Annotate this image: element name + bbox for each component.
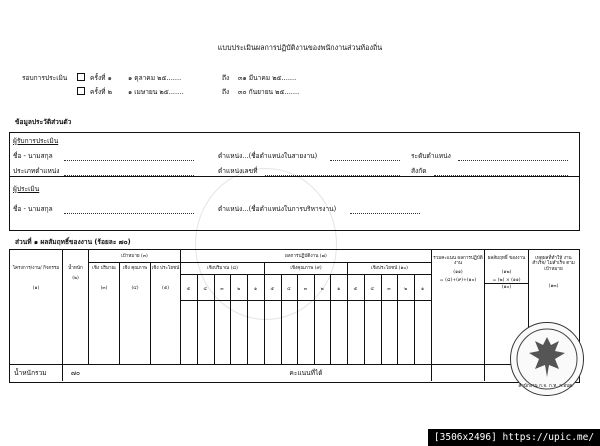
col-sum-no: (๑๑) [453,270,463,275]
round-2-to: ๓๐ กันยายน ๒๕....... [238,88,300,96]
score-level-label: ๓ [387,287,391,292]
evaluator-heading: ผู้ประเมิน [13,185,40,193]
col-project-no: (๑) [32,286,40,291]
evaluatee-position-label: ตำแหน่ง...(ชื่อตำแหน่งในสายงาน) [218,152,318,160]
evaluatee-name-field[interactable] [64,160,194,161]
position-number-label: ตำแหน่งเลขที่ [218,167,258,175]
evaluator-name-label: ชื่อ - นามสกุล [13,205,53,213]
target-benefit-no: (๕) [161,286,170,291]
col-target: เป้าหมาย (๓) [121,254,148,259]
period-label: รอบการประเมิน [22,74,68,82]
score-level-label: ๓ [303,287,308,292]
target-quantity-no: (๓) [100,286,108,291]
part1-heading: ส่วนที่ ๑ ผลสัมฤทธิ์ของงาน (ร้อยละ ๗๐) [15,238,131,246]
target-quality-no: (๔) [131,286,139,291]
score-label: คะแนนที่ได้ [289,369,323,377]
score-level-label: ๑ [421,287,425,292]
evaluatee-name-label: ชื่อ - นามสกุล [13,152,53,160]
col-achieve: ผลสัมฤทธิ์ ของงาน [487,256,526,261]
result-benefit: เชิงประโยชน์ (๑๐) [371,266,408,271]
seal-text: สำนักงาน ก.จ. ก.ท. ก.อบต. [518,384,574,389]
affiliation-label: สังกัด [411,167,427,175]
score-level-label: ๑ [337,287,341,292]
col-reason-no: (๑๓) [548,284,559,289]
score-level-label: ๕ [270,287,275,292]
position-type-label: ประเภทตำแหน่ง [13,167,60,175]
score-level-label: ๕ [353,287,358,292]
col-weight: น้ำหนัก [68,266,83,271]
col-achieve-formula: = (๒) × (๑๑) [485,278,528,284]
score-level-label: ๒ [320,287,324,292]
score-level-label: ๕ [186,287,191,292]
round-2-checkbox[interactable] [77,87,85,95]
evaluatee-heading: ผู้รับการประเมิน [13,137,59,145]
total-weight: ๗๐ [71,369,80,377]
position-number-field[interactable] [265,175,400,176]
score-level-label: ๓ [220,287,224,292]
target-quality: เชิง คุณภาพ [122,266,148,271]
evaluator-position-field[interactable] [350,213,420,214]
result-quality: เชิงคุณภาพ (๙) [290,266,322,271]
target-quantity: เชิง ปริมาณ [92,266,116,271]
round-1-from: ๑ ตุลาคม ๒๕....... [128,74,182,82]
score-level-label: ๔ [370,287,374,292]
round-2-from: ๑ เมษายน ๒๕....... [128,88,184,96]
col-achieve-no: (๑๒) [501,270,512,275]
image-host-footer: [3506x2496] https://upic.me/ [428,429,600,446]
score-level-label: ๒ [237,287,241,292]
score-level-label: ๔ [203,287,207,292]
position-type-field[interactable] [64,175,194,176]
score-level-label: ๔ [287,287,291,292]
evaluatee-level-label: ระดับตำแหน่ง [411,152,451,160]
round-2-label: ครั้งที่ ๒ [90,88,112,96]
round-1-label: ครั้งที่ ๑ [90,74,112,82]
result-quantity: เชิงปริมาณ (๘) [207,266,238,271]
affiliation-field[interactable] [434,175,568,176]
personal-info-box [9,132,580,231]
target-benefit: เชิง ประโยชน์ [151,266,180,271]
col-result: ผลการปฏิบัติงาน (๗) [285,254,327,259]
score-level-label: ๑ [254,287,258,292]
col-sum: รวมคะแนน ผลการปฏิบัติงาน [433,256,483,267]
col-weight-no: (๒) [72,276,79,281]
col-achieve-den: (๑๐) [501,285,512,290]
col-reason: เหตุผลที่ทำให้ งานสำเร็จ/ ไม่สำเร็จ ตามเป้าหมาย [532,256,575,272]
round-1-checkbox[interactable] [77,73,85,81]
score-level-label: ๒ [404,287,408,292]
round-2-to-label: ถึง [222,88,230,96]
col-project: โครงการ/งาน/ กิจกรรม [12,266,60,271]
evaluator-name-field[interactable] [64,213,194,214]
total-label: น้ำหนักรวม [14,369,47,377]
personal-heading: ข้อมูลประวัติส่วนตัว [15,118,72,126]
round-1-to-label: ถึง [222,74,230,82]
form-title: แบบประเมินผลการปฏิบัติงานของพนักงานส่วนท้องถิ่น [217,43,383,52]
col-sum-formula: = (๘)+(๙)+(๑๐) [439,278,477,283]
evaluator-position-label: ตำแหน่ง...(ชื่อตำแหน่งในการบริหารงาน) [218,205,337,213]
round-1-to: ๓๑ มีนาคม ๒๕....... [238,74,297,82]
evaluatee-position-field[interactable] [330,160,400,161]
evaluatee-level-field[interactable] [458,160,568,161]
